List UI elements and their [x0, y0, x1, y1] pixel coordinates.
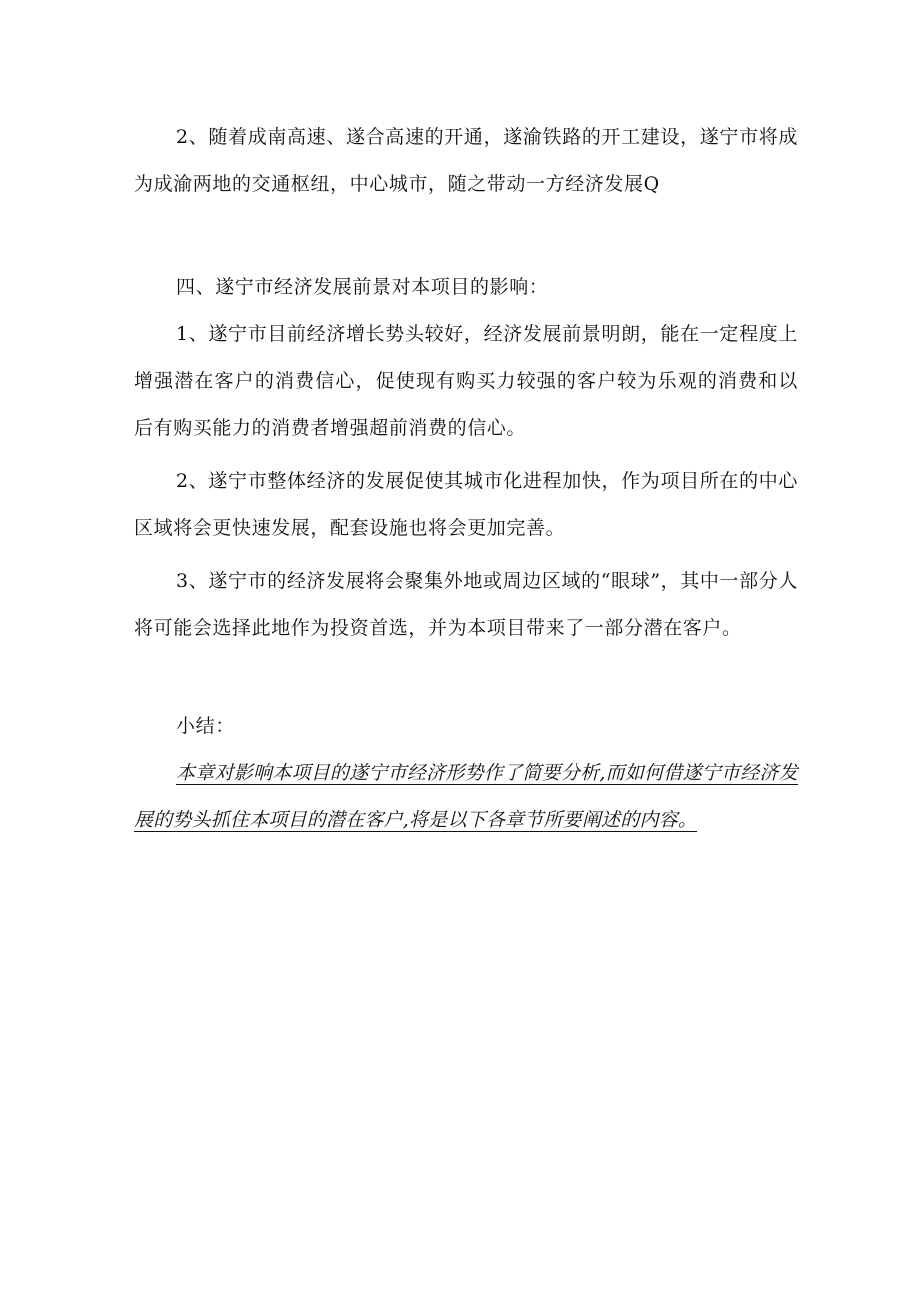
- section-heading-economic-prospect: 四、遂宁市经济发展前景对本项目的影响：: [176, 276, 549, 298]
- paragraph-consumer-confidence: 1、遂宁市目前经济增长势头较好，经济发展前景明朗，能在一定程度上增强潜在客户的消费信心，促使现有购买力较强的客户较为乐观的消费和以后有购买能力的消费者增强超前消费的信心。: [134, 323, 798, 439]
- summary-text: 本章对影响本项目的遂宁市经济形势作了简要分析,而如何借遂宁市经济发展的势头抓住本项目的潜在客户,将是以下各章节所要阐述的内容。: [134, 762, 798, 831]
- paragraph-transport-hub: 2、随着成南高速、遂合高速的开通，遂渝铁路的开工建设，遂宁市将成为成渝两地的交通枢纽，中心城市，随之带动一方经济发展Q: [134, 126, 798, 195]
- paragraph-investment-attraction: 3、遂宁市的经济发展将会聚集外地或周边区域的“眼球”，其中一部分人将可能会选择此地作为投资首选，并为本项目带来了一部分潜在客户。: [134, 570, 798, 639]
- summary-label: 小结：: [176, 715, 235, 737]
- paragraph-urbanization: 2、遂宁市整体经济的发展促使其城市化进程加快，作为项目所在的中心区域将会更快速发展，配套设施也将会更加完善。: [134, 470, 798, 539]
